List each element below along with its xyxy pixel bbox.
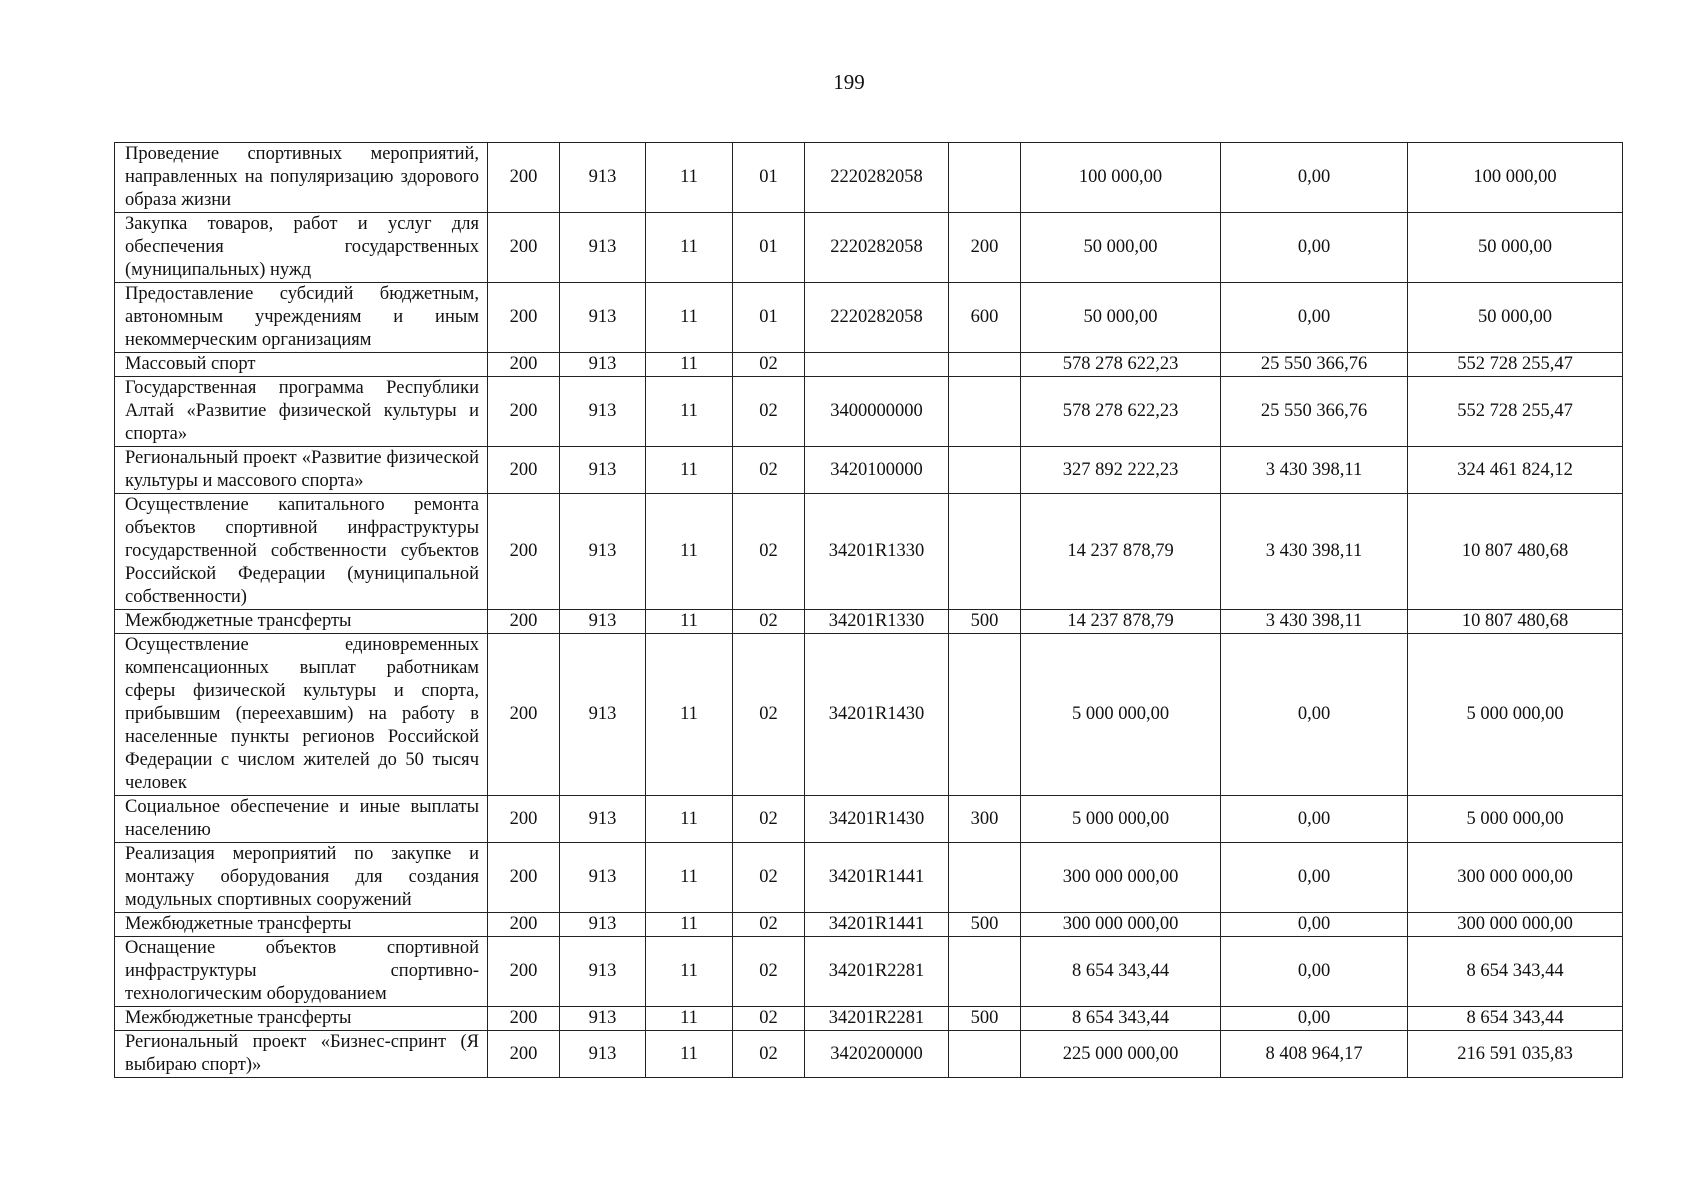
table-row [115, 1031, 1623, 1078]
grbs-code-cell: 200 [488, 353, 560, 377]
name-cell: Оснащение объектов спортивной инфраструктуры спортивно-технологическим оборудованием [115, 937, 488, 1007]
expense-type-cell [949, 447, 1021, 494]
subsection-code-cell: 02 [733, 937, 805, 1007]
department-code-cell: 913 [560, 634, 646, 796]
subsection-code-cell: 01 [733, 283, 805, 353]
name-cell: Межбюджетные трансферты [115, 610, 488, 634]
department-code-cell: 913 [560, 913, 646, 937]
expense-type-cell [949, 353, 1021, 377]
amount-change-cell: 0,00 [1221, 634, 1408, 796]
amount-total-cell: 10 807 480,68 [1408, 610, 1623, 634]
amount-cell: 50 000,00 [1021, 283, 1221, 353]
amount-total-cell: 50 000,00 [1408, 213, 1623, 283]
subsection-code-cell: 02 [733, 843, 805, 913]
table-row [115, 283, 1623, 353]
section-code-cell: 11 [646, 610, 733, 634]
expense-type-cell: 200 [949, 213, 1021, 283]
expense-type-cell: 300 [949, 796, 1021, 843]
amount-change-cell: 25 550 366,76 [1221, 353, 1408, 377]
target-article-cell: 2220282058 [805, 143, 949, 213]
grbs-code-cell: 200 [488, 937, 560, 1007]
amount-change-cell: 0,00 [1221, 843, 1408, 913]
amount-total-cell: 300 000 000,00 [1408, 913, 1623, 937]
grbs-code-cell: 200 [488, 377, 560, 447]
expense-type-cell [949, 494, 1021, 610]
amount-total-cell: 552 728 255,47 [1408, 377, 1623, 447]
target-article-cell: 3420100000 [805, 447, 949, 494]
section-code-cell: 11 [646, 283, 733, 353]
amount-change-cell: 0,00 [1221, 213, 1408, 283]
table-row [115, 1007, 1623, 1031]
amount-change-cell: 0,00 [1221, 913, 1408, 937]
department-code-cell: 913 [560, 610, 646, 634]
department-code-cell: 913 [560, 1031, 646, 1078]
target-article-cell: 34201R1430 [805, 634, 949, 796]
table-row [115, 796, 1623, 843]
grbs-code-cell: 200 [488, 213, 560, 283]
department-code-cell: 913 [560, 377, 646, 447]
expense-type-cell [949, 1031, 1021, 1078]
amount-total-cell: 5 000 000,00 [1408, 634, 1623, 796]
grbs-code-cell: 200 [488, 494, 560, 610]
expense-type-cell: 600 [949, 283, 1021, 353]
grbs-code-cell: 200 [488, 634, 560, 796]
amount-cell: 300 000 000,00 [1021, 843, 1221, 913]
subsection-code-cell: 02 [733, 1031, 805, 1078]
amount-change-cell: 3 430 398,11 [1221, 610, 1408, 634]
table-row [115, 213, 1623, 283]
subsection-code-cell: 02 [733, 913, 805, 937]
amount-cell: 225 000 000,00 [1021, 1031, 1221, 1078]
amount-change-cell: 0,00 [1221, 143, 1408, 213]
section-code-cell: 11 [646, 843, 733, 913]
table-row [115, 937, 1623, 1007]
target-article-cell: 34201R2281 [805, 1007, 949, 1031]
amount-cell: 300 000 000,00 [1021, 913, 1221, 937]
expense-type-cell [949, 843, 1021, 913]
amount-cell: 100 000,00 [1021, 143, 1221, 213]
amount-change-cell: 0,00 [1221, 1007, 1408, 1031]
name-cell: Проведение спортивных мероприятий, направленных на популяризацию здорового образа жизни [115, 143, 488, 213]
subsection-code-cell: 02 [733, 353, 805, 377]
subsection-code-cell: 02 [733, 634, 805, 796]
grbs-code-cell: 200 [488, 1031, 560, 1078]
amount-total-cell: 8 654 343,44 [1408, 937, 1623, 1007]
table-row [115, 843, 1623, 913]
target-article-cell: 34201R1441 [805, 913, 949, 937]
amount-cell: 14 237 878,79 [1021, 610, 1221, 634]
department-code-cell: 913 [560, 447, 646, 494]
name-cell: Межбюджетные трансферты [115, 913, 488, 937]
name-cell: Региональный проект «Бизнес-спринт (Я выбираю спорт)» [115, 1031, 488, 1078]
name-cell: Социальное обеспечение и иные выплаты населению [115, 796, 488, 843]
table-row [115, 143, 1623, 213]
subsection-code-cell: 02 [733, 610, 805, 634]
target-article-cell: 34201R2281 [805, 937, 949, 1007]
amount-cell: 5 000 000,00 [1021, 796, 1221, 843]
section-code-cell: 11 [646, 447, 733, 494]
expense-type-cell: 500 [949, 913, 1021, 937]
table-row [115, 494, 1623, 610]
expense-type-cell [949, 143, 1021, 213]
subsection-code-cell: 02 [733, 377, 805, 447]
grbs-code-cell: 200 [488, 283, 560, 353]
page-number: 199 [833, 70, 865, 94]
amount-cell: 578 278 622,23 [1021, 377, 1221, 447]
department-code-cell: 913 [560, 937, 646, 1007]
target-article-cell: 34201R1430 [805, 796, 949, 843]
amount-total-cell: 216 591 035,83 [1408, 1031, 1623, 1078]
amount-cell: 8 654 343,44 [1021, 937, 1221, 1007]
target-article-cell: 3400000000 [805, 377, 949, 447]
amount-cell: 8 654 343,44 [1021, 1007, 1221, 1031]
amount-change-cell: 0,00 [1221, 283, 1408, 353]
grbs-code-cell: 200 [488, 843, 560, 913]
expense-type-cell [949, 377, 1021, 447]
amount-change-cell: 3 430 398,11 [1221, 447, 1408, 494]
budget-table-body [115, 143, 1623, 1078]
department-code-cell: 913 [560, 1007, 646, 1031]
grbs-code-cell: 200 [488, 143, 560, 213]
grbs-code-cell: 200 [488, 913, 560, 937]
amount-cell: 5 000 000,00 [1021, 634, 1221, 796]
subsection-code-cell: 02 [733, 796, 805, 843]
section-code-cell: 11 [646, 796, 733, 843]
name-cell: Реализация мероприятий по закупке и монтажу оборудования для создания модульных спортивных сооружений [115, 843, 488, 913]
name-cell: Предоставление субсидий бюджетным, автономным учреждениям и иным некоммерческим организациям [115, 283, 488, 353]
grbs-code-cell: 200 [488, 1007, 560, 1031]
target-article-cell: 34201R1330 [805, 494, 949, 610]
amount-change-cell: 25 550 366,76 [1221, 377, 1408, 447]
expense-type-cell: 500 [949, 610, 1021, 634]
target-article-cell: 2220282058 [805, 213, 949, 283]
budget-table [114, 142, 1623, 1078]
target-article-cell: 34201R1330 [805, 610, 949, 634]
department-code-cell: 913 [560, 353, 646, 377]
section-code-cell: 11 [646, 353, 733, 377]
name-cell: Региональный проект «Развитие физической культуры и массового спорта» [115, 447, 488, 494]
section-code-cell: 11 [646, 1007, 733, 1031]
section-code-cell: 11 [646, 634, 733, 796]
section-code-cell: 11 [646, 494, 733, 610]
department-code-cell: 913 [560, 283, 646, 353]
grbs-code-cell: 200 [488, 447, 560, 494]
table-row [115, 913, 1623, 937]
table-row [115, 634, 1623, 796]
section-code-cell: 11 [646, 377, 733, 447]
name-cell: Закупка товаров, работ и услуг для обеспечения государственных (муниципальных) нужд [115, 213, 488, 283]
amount-cell: 327 892 222,23 [1021, 447, 1221, 494]
department-code-cell: 913 [560, 843, 646, 913]
table-row [115, 610, 1623, 634]
table-row [115, 447, 1623, 494]
expense-type-cell: 500 [949, 1007, 1021, 1031]
section-code-cell: 11 [646, 143, 733, 213]
subsection-code-cell: 01 [733, 143, 805, 213]
amount-total-cell: 324 461 824,12 [1408, 447, 1623, 494]
amount-cell: 14 237 878,79 [1021, 494, 1221, 610]
name-cell: Массовый спорт [115, 353, 488, 377]
name-cell: Государственная программа Республики Алтай «Развитие физической культуры и спорта» [115, 377, 488, 447]
department-code-cell: 913 [560, 494, 646, 610]
expense-type-cell [949, 634, 1021, 796]
section-code-cell: 11 [646, 1031, 733, 1078]
subsection-code-cell: 02 [733, 447, 805, 494]
table-row [115, 353, 1623, 377]
amount-total-cell: 300 000 000,00 [1408, 843, 1623, 913]
grbs-code-cell: 200 [488, 610, 560, 634]
amount-total-cell: 5 000 000,00 [1408, 796, 1623, 843]
name-cell: Осуществление единовременных компенсационных выплат работникам сферы физической культуры и спорта, прибывшим (переехавшим) на работу в населенные пункты регионов Российской Федерации с числом жителей до 50 тысяч человек [115, 634, 488, 796]
target-article-cell: 34201R1441 [805, 843, 949, 913]
amount-total-cell: 10 807 480,68 [1408, 494, 1623, 610]
section-code-cell: 11 [646, 913, 733, 937]
amount-cell: 50 000,00 [1021, 213, 1221, 283]
amount-total-cell: 552 728 255,47 [1408, 353, 1623, 377]
grbs-code-cell: 200 [488, 796, 560, 843]
amount-change-cell: 8 408 964,17 [1221, 1031, 1408, 1078]
amount-change-cell: 3 430 398,11 [1221, 494, 1408, 610]
target-article-cell [805, 353, 949, 377]
amount-total-cell: 100 000,00 [1408, 143, 1623, 213]
expense-type-cell [949, 937, 1021, 1007]
amount-cell: 578 278 622,23 [1021, 353, 1221, 377]
target-article-cell: 3420200000 [805, 1031, 949, 1078]
department-code-cell: 913 [560, 796, 646, 843]
subsection-code-cell: 02 [733, 494, 805, 610]
name-cell: Осуществление капитального ремонта объектов спортивной инфраструктуры государственной собственности субъектов Российской Федерации (муниципальной собственности) [115, 494, 488, 610]
department-code-cell: 913 [560, 213, 646, 283]
amount-change-cell: 0,00 [1221, 796, 1408, 843]
table-row [115, 377, 1623, 447]
amount-total-cell: 50 000,00 [1408, 283, 1623, 353]
section-code-cell: 11 [646, 937, 733, 1007]
subsection-code-cell: 02 [733, 1007, 805, 1031]
amount-change-cell: 0,00 [1221, 937, 1408, 1007]
section-code-cell: 11 [646, 213, 733, 283]
amount-total-cell: 8 654 343,44 [1408, 1007, 1623, 1031]
name-cell: Межбюджетные трансферты [115, 1007, 488, 1031]
subsection-code-cell: 01 [733, 213, 805, 283]
department-code-cell: 913 [560, 143, 646, 213]
target-article-cell: 2220282058 [805, 283, 949, 353]
